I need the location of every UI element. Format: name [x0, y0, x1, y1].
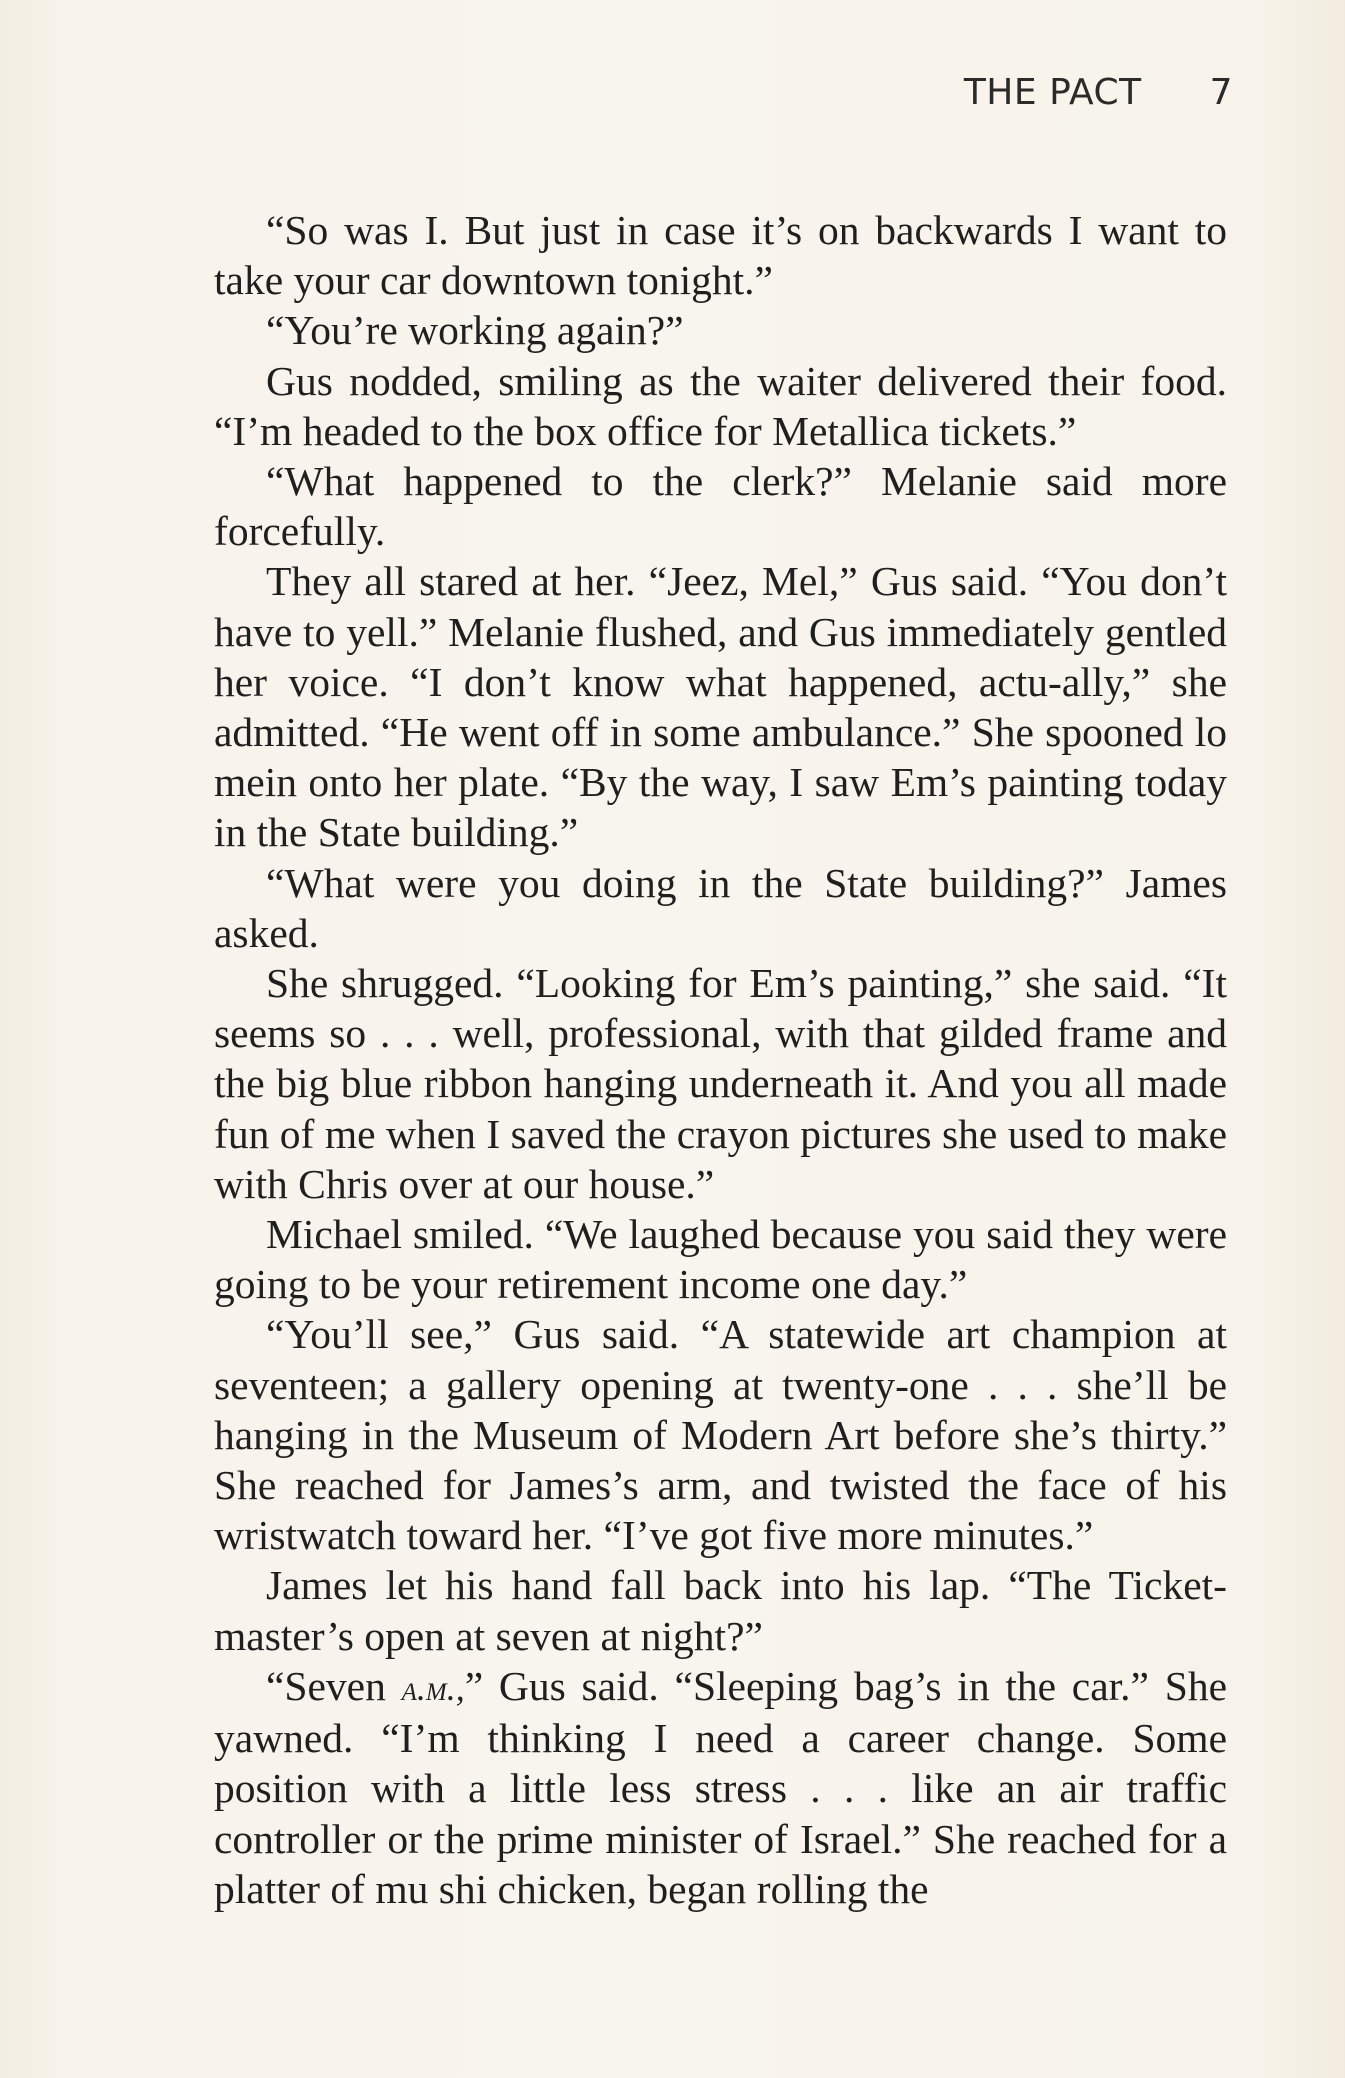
paragraph: Gus nodded, smiling as the waiter delivered their food. “I’m headed to the box office for Metallica tickets.” — [214, 357, 1227, 454]
paragraph: Michael smiled. “We laughed because you said they were going to be your retirement income one day.” — [214, 1211, 1227, 1308]
book-title: THE PACT — [963, 72, 1142, 113]
small-caps-abbreviation: a.m., — [401, 1667, 465, 1708]
paragraph: “What happened to the clerk?” Melanie said more forcefully. — [214, 458, 1227, 555]
body-text — [214, 205, 1227, 1914]
paragraph — [214, 1661, 1227, 1914]
paragraph: “You’ll see,” Gus said. “A statewide art champion at seventeen; a gallery opening at twenty-one . . . she’ll be hanging in the Museum of Modern Art before she’s thirty.” She reached for James’s arm, and twisted the face of his wristwatch toward her. “I’ve got five more minutes.” — [214, 1311, 1227, 1559]
paragraph: They all stared at her. “Jeez, Mel,” Gus said. “You don’t have to yell.” Melanie flushed, and Gus immediately gentled her voice. “I don’t know what happened, actu-ally,” she admitted. “He went off in some ambulance.” She spooned lo mein onto her plate. “By the way, I saw Em’s painting today in the State building.” — [214, 558, 1227, 856]
page-number: 7 — [1209, 72, 1233, 113]
paragraph: She shrugged. “Looking for Em’s painting,” she said. “It seems so . . . well, professional, with that gilded frame and the big blue ribbon hanging underneath it. And you all made fun of me when I saved the crayon pictures she used to make with Chris over at our house.” — [214, 960, 1227, 1207]
paragraph: James let his hand fall back into his lap. “The Ticket-master’s open at seven at night?” — [214, 1562, 1227, 1659]
running-head — [964, 72, 1233, 113]
paragraph: “You’re working again?” — [266, 307, 684, 354]
paragraph-segment: “Seven — [266, 1662, 402, 1709]
paragraph-segment: ” Gus said. “Sleeping bag’s in the car.” She yawned. “I’m thinking I need a career change. Some position with a little less stress . . . like an air traffic controller or the prime minister of Israel.” She reached for a platter of mu shi chicken, began rolling the — [214, 1662, 1227, 1912]
paragraph: “So was I. But just in case it’s on backwards I want to take your car downtown tonight.” — [214, 207, 1227, 304]
paragraph: “What were you doing in the State building?” James asked. — [214, 859, 1227, 956]
